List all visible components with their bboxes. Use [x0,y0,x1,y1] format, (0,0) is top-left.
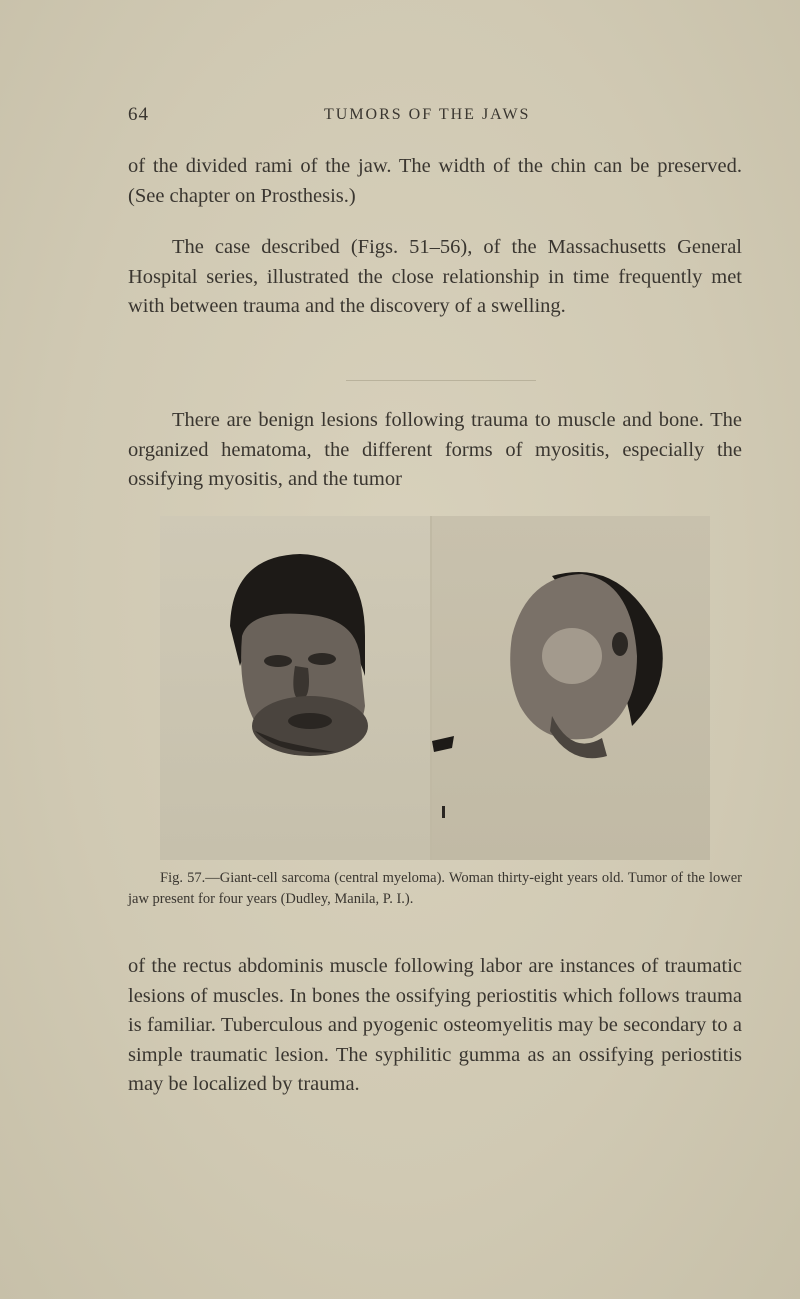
figure-caption [128,868,742,910]
page-header [128,104,698,134]
photo-front-view [160,516,432,860]
caption-text: Fig. 57.—Giant-cell sarcoma (central myeloma). Woman thirty-eight years old. Tumor of the lower jaw present for four years (Dudley, Manila, P. I.). [128,870,742,907]
page-number: 64 [128,104,149,125]
paragraph-1: of the divided rami of the jaw. The width of the chin can be preserved. (See chapter on Prosthesis.) [128,155,742,207]
paragraph-2: The case described (Figs. 51–56), of the Massachusetts General Hospital series, illustrated the close relationship in time frequently met with between trauma and the discovery of a swelling. [128,236,742,317]
paragraph-4: of the rectus abdominis muscle following labor are instances of traumatic lesions of muscles. In bones the ossifying periostitis which follows trauma is familiar. Tuberculous and pyogenic osteomyelitis may be secondary to a simple traumatic lesion. The syphilitic gumma as an ossifying periostitis may be localized by trauma. [128,955,742,1095]
running-head: TUMORS OF THE JAWS [324,106,531,123]
paragraph-3: There are benign lesions following trauma to muscle and bone. The organized hematoma, the different forms of myositis, especially the ossifying myositis, and the tumor [128,409,742,490]
photo-profile-view [432,516,710,860]
figure-57 [160,516,710,860]
faint-rule [346,380,536,381]
